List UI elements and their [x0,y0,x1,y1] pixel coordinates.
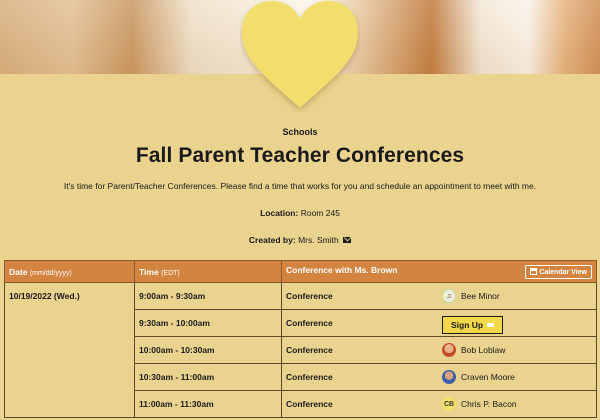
time-cell: 11:00am - 11:30am [135,391,282,418]
calendar-icon [530,268,537,275]
conference-cell: Conference Craven Moore [282,364,597,391]
time-cell: 10:30am - 11:00am [135,364,282,391]
music-note-icon: ♫ [442,289,456,303]
date-cell: 10/19/2022 (Wed.) [5,283,135,418]
location-label: Location: [260,208,299,218]
participant-name: Bee Minor [461,291,500,301]
participant-name: Chris P. Bacon [461,399,517,409]
envelope-icon[interactable] [343,237,351,243]
participant [442,343,505,357]
heart-logo-icon [240,0,360,112]
created-by-value: Mrs. Smith [298,235,339,245]
pencil-icon [487,323,494,327]
created-by-line [0,235,600,245]
conference-cell: Conference Bob Loblaw [282,337,597,364]
time-cell: 10:00am - 10:30am [135,337,282,364]
avatar [442,343,456,357]
created-by-label: Created by: [248,235,296,245]
calendar-view-button[interactable]: Calendar View [525,265,592,279]
table-row [5,283,597,310]
page-title: Fall Parent Teacher Conferences [135,144,465,167]
participant [442,370,515,384]
column-header-conference: Conference with Ms. Brown Calendar View [282,261,597,283]
signup-table [4,260,597,418]
signup-header [0,127,600,245]
conference-cell: Conference ♫ Bee Minor [282,283,597,310]
avatar-initials: CB [442,397,456,411]
table-header-row [5,261,597,283]
column-header-date: Date (mm/dd/yyyy) [5,261,135,283]
time-cell: 9:30am - 10:00am [135,310,282,337]
participant-name: Bob Loblaw [461,345,506,355]
column-header-time: Time (EDT) [135,261,282,283]
participant [442,397,517,411]
participant [442,289,500,303]
conference-cell: Conference Sign Up [282,310,597,337]
location-value: Room 245 [300,208,340,218]
category-label: Schools [282,127,318,137]
participant-name: Craven Moore [461,372,515,382]
location-line [0,208,600,218]
avatar [442,370,456,384]
conference-cell: Conference CB Chris P. Bacon [282,391,597,418]
time-cell: 9:00am - 9:30am [135,283,282,310]
description: It's time for Parent/Teacher Conferences. Please find a time that works for you and schedule an appointment to meet with me. [63,181,537,191]
sign-up-button[interactable]: Sign Up [442,316,503,334]
